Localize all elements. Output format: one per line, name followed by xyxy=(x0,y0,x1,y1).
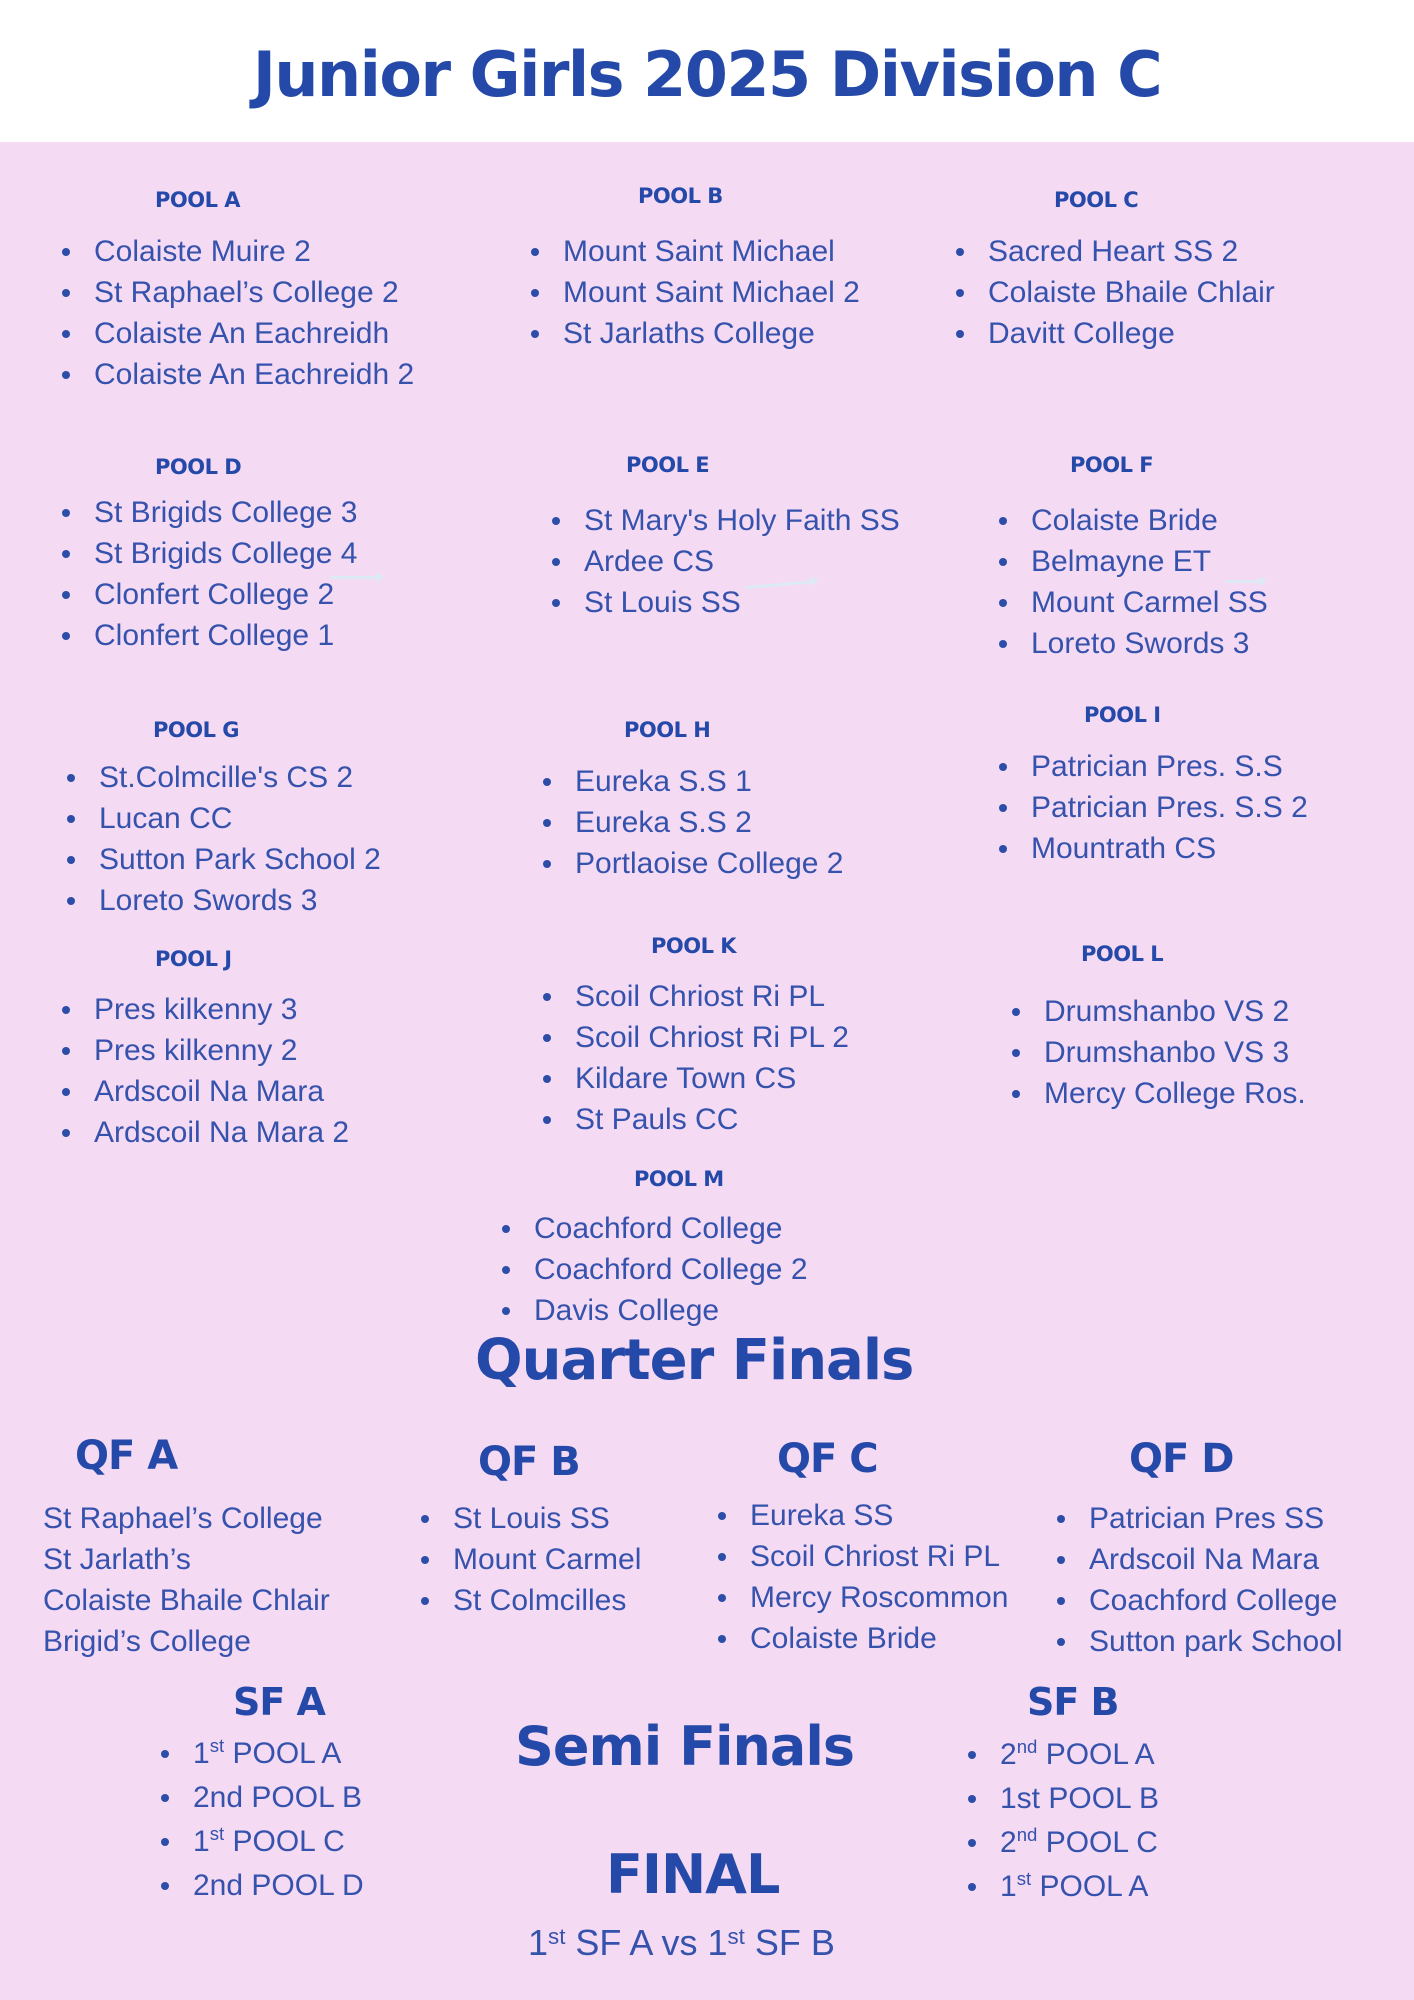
team-item: Mount Saint Michael 2 xyxy=(529,272,860,313)
pool-heading: POOL K xyxy=(651,934,737,958)
pool-heading: POOL B xyxy=(638,184,723,208)
pool-team-list xyxy=(65,757,381,921)
team-item: Eureka S.S 2 xyxy=(541,802,844,843)
team-item: Ardscoil Na Mara 2 xyxy=(60,1112,349,1153)
team-item: Sutton Park School 2 xyxy=(65,839,381,880)
team-item: St Colmcilles xyxy=(419,1580,641,1621)
team-item: Mountrath CS xyxy=(997,828,1308,869)
team-item: Colaiste Bhaile Chlair xyxy=(43,1584,330,1617)
team-item: St Louis SS xyxy=(419,1498,641,1539)
team-item: Coachford College xyxy=(500,1208,808,1249)
pool-team-list xyxy=(1010,991,1306,1114)
qf-team-list xyxy=(419,1498,641,1621)
quarter-finals-heading: Quarter Finals xyxy=(475,1328,914,1393)
team-item: Pres kilkenny 3 xyxy=(60,989,349,1030)
team-item: Belmayne ET xyxy=(997,541,1268,582)
team-item: Eureka S.S 1 xyxy=(541,761,844,802)
page-title: Junior Girls 2025 Division C xyxy=(252,38,1162,111)
pool-heading: POOL D xyxy=(155,455,242,479)
team-item: Colaiste An Eachreidh 2 xyxy=(60,354,414,395)
pool-team-list xyxy=(529,231,860,354)
team-item: Drumshanbo VS 2 xyxy=(1010,991,1306,1032)
qf-heading: QF B xyxy=(478,1439,580,1485)
pool-heading: POOL M xyxy=(634,1167,724,1191)
team-item: St Raphael’s College xyxy=(43,1502,323,1535)
pool-team-list xyxy=(954,231,1275,354)
pool-heading: POOL G xyxy=(153,718,240,742)
team-item: Ardscoil Na Mara xyxy=(1055,1539,1343,1580)
final-matchup: 1st SF A vs 1st SF B xyxy=(528,1922,835,1963)
team-item: Scoil Chriost Ri PL 2 xyxy=(541,1017,849,1058)
team-item: Colaiste Bhaile Chlair xyxy=(954,272,1275,313)
semi-finals-heading: Semi Finals xyxy=(515,1715,855,1778)
team-item: Mercy College Ros. xyxy=(1010,1073,1306,1114)
team-item: Sutton park School xyxy=(1055,1621,1343,1662)
sf-heading: SF B xyxy=(1027,1680,1119,1724)
team-item: Colaiste Bride xyxy=(716,1618,1008,1659)
team-item: Davis College xyxy=(500,1290,808,1331)
qf-team-list xyxy=(716,1495,1008,1659)
team-item: Clonfert College 2 xyxy=(60,574,357,615)
pool-heading: POOL J xyxy=(155,947,232,971)
sf-entry-list xyxy=(966,1734,1159,1910)
qf-team-list xyxy=(1055,1498,1343,1662)
pool-team-list xyxy=(60,231,414,395)
team-item: St.Colmcille's CS 2 xyxy=(65,757,381,798)
team-item: St Jarlaths College xyxy=(529,313,860,354)
sf-entry: 2nd POOL A xyxy=(966,1734,1159,1778)
sf-entry-list xyxy=(159,1733,364,1909)
team-item: Ardee CS xyxy=(550,541,900,582)
team-item: Portlaoise College 2 xyxy=(541,843,844,884)
pool-heading: POOL E xyxy=(626,453,710,477)
bracket-panel xyxy=(0,142,1414,2000)
team-item: Patrician Pres. S.S 2 xyxy=(997,787,1308,828)
pool-team-list xyxy=(997,746,1308,869)
pool-team-list xyxy=(60,492,357,656)
pool-team-list xyxy=(60,989,349,1153)
pool-heading: POOL L xyxy=(1081,942,1164,966)
team-item: Scoil Chriost Ri PL xyxy=(541,976,849,1017)
team-item: Scoil Chriost Ri PL xyxy=(716,1536,1008,1577)
team-item: Sacred Heart SS 2 xyxy=(954,231,1275,272)
team-item: Loreto Swords 3 xyxy=(65,880,381,921)
team-item: Coachford College xyxy=(1055,1580,1343,1621)
team-item: Patrician Pres SS xyxy=(1055,1498,1343,1539)
team-item: Davitt College xyxy=(954,313,1275,354)
team-item: St Jarlath’s xyxy=(43,1543,191,1576)
team-item: St Brigids College 4 xyxy=(60,533,357,574)
pool-team-list xyxy=(541,976,849,1140)
sf-entry: 1st POOL C xyxy=(159,1821,364,1865)
qf-team-list xyxy=(43,1498,330,1662)
team-item: Mount Saint Michael xyxy=(529,231,860,272)
sf-entry: 2nd POOL B xyxy=(159,1777,364,1821)
team-item: Drumshanbo VS 3 xyxy=(1010,1032,1306,1073)
team-item: Colaiste An Eachreidh xyxy=(60,313,414,354)
sf-heading: SF A xyxy=(233,1680,325,1724)
sf-entry: 1st POOL B xyxy=(966,1778,1159,1822)
pool-team-list xyxy=(541,761,844,884)
pool-heading: POOL H xyxy=(624,718,711,742)
team-item: St Raphael’s College 2 xyxy=(60,272,414,313)
qf-heading: QF D xyxy=(1129,1436,1234,1482)
team-item: Brigid’s College xyxy=(43,1625,251,1658)
team-item: St Pauls CC xyxy=(541,1099,849,1140)
team-item: Loreto Swords 3 xyxy=(997,623,1268,664)
sf-entry: 1st POOL A xyxy=(159,1733,364,1777)
team-item: Mercy Roscommon xyxy=(716,1577,1008,1618)
team-item: St Brigids College 3 xyxy=(60,492,357,533)
team-item: Patrician Pres. S.S xyxy=(997,746,1308,787)
team-item: Clonfert College 1 xyxy=(60,615,357,656)
pool-heading: POOL F xyxy=(1070,453,1154,477)
sf-entry: 2nd POOL C xyxy=(966,1822,1159,1866)
team-item: St Mary's Holy Faith SS xyxy=(550,500,900,541)
pool-team-list xyxy=(500,1208,808,1331)
final-heading: FINAL xyxy=(606,1843,780,1906)
pool-team-list xyxy=(997,500,1268,664)
team-item: Kildare Town CS xyxy=(541,1058,849,1099)
sf-entry: 1st POOL A xyxy=(966,1866,1159,1910)
team-item: Lucan CC xyxy=(65,798,381,839)
sf-entry: 2nd POOL D xyxy=(159,1865,364,1909)
team-item: Colaiste Bride xyxy=(997,500,1268,541)
team-item: Pres kilkenny 2 xyxy=(60,1030,349,1071)
pool-heading: POOL I xyxy=(1084,703,1161,727)
team-item: Coachford College 2 xyxy=(500,1249,808,1290)
pool-heading: POOL A xyxy=(155,188,241,212)
team-item: St Louis SS xyxy=(550,582,900,623)
qf-heading: QF C xyxy=(777,1436,878,1482)
team-item: Mount Carmel SS xyxy=(997,582,1268,623)
pool-heading: POOL C xyxy=(1054,188,1139,212)
qf-heading: QF A xyxy=(75,1433,178,1479)
team-item: Eureka SS xyxy=(716,1495,1008,1536)
team-item: Colaiste Muire 2 xyxy=(60,231,414,272)
team-item: Mount Carmel xyxy=(419,1539,641,1580)
team-item: Ardscoil Na Mara xyxy=(60,1071,349,1112)
pool-team-list xyxy=(550,500,900,623)
